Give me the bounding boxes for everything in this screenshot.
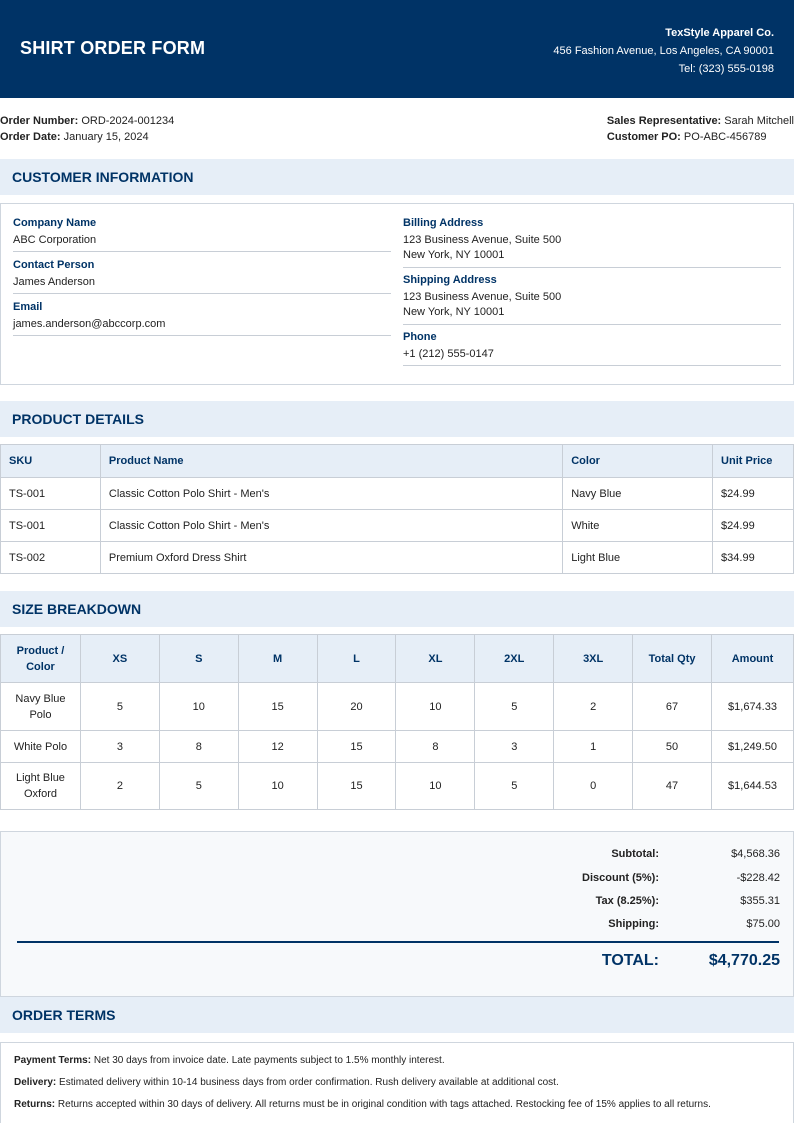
- billing-line1: 123 Business Avenue, Suite 500: [403, 234, 562, 246]
- billing-address-field: [403, 217, 781, 268]
- column-header: Total Qty: [633, 635, 712, 683]
- qty-cell: 8: [159, 731, 238, 763]
- table-row: [1, 542, 794, 574]
- product-color-cell: White Polo: [1, 731, 81, 763]
- returns-terms-text: Returns accepted within 30 days of delivery. All returns must be in original condition with tags attached. Restocking fee of 15% applies to all returns.: [57, 1099, 711, 1110]
- order-date-value: January 15, 2024: [63, 131, 149, 143]
- qty-cell: 10: [396, 763, 475, 810]
- tax-value: $355.31: [740, 895, 780, 907]
- form-title: SHIRT ORDER FORM: [20, 38, 206, 58]
- table-header-row: [1, 635, 794, 683]
- contact-person-field: [13, 259, 391, 294]
- column-header: 2XL: [475, 635, 554, 683]
- color-cell: Navy Blue: [563, 478, 713, 510]
- column-header: XS: [80, 635, 159, 683]
- qty-cell: 5: [159, 763, 238, 810]
- company-name: TexStyle Apparel Co.: [665, 27, 774, 39]
- customer-info-box: [0, 203, 794, 385]
- product-color-cell: Light Blue Oxford: [1, 763, 81, 810]
- discount-value: -$228.42: [736, 872, 780, 884]
- qty-cell: 5: [475, 683, 554, 731]
- billing-address-value: [403, 233, 781, 263]
- order-number: [0, 113, 174, 129]
- order-meta-left: [0, 113, 174, 145]
- column-header: Unit Price: [713, 445, 794, 478]
- qty-cell: 10: [159, 683, 238, 731]
- order-meta-right: [607, 113, 794, 145]
- qty-cell: 20: [317, 683, 396, 731]
- delivery-terms-label: Delivery:: [14, 1077, 57, 1088]
- order-number-label: Order Number:: [0, 115, 79, 127]
- shipping-line1: 123 Business Avenue, Suite 500: [403, 291, 562, 303]
- order-date-label: Order Date:: [0, 131, 61, 143]
- column-header: M: [238, 635, 317, 683]
- contact-person-label: Contact Person: [13, 259, 95, 271]
- order-date: [0, 129, 174, 145]
- product-table: [0, 444, 794, 574]
- qty-cell: 15: [317, 731, 396, 763]
- company-phone: Tel: (323) 555-0198: [678, 63, 774, 75]
- phone-field: [403, 331, 781, 366]
- unit-price-cell: $24.99: [713, 478, 794, 510]
- email-field: [13, 301, 391, 336]
- color-cell: Light Blue: [563, 542, 713, 574]
- terms-section-heading: ORDER TERMS: [0, 997, 794, 1033]
- amount-cell: $1,674.33: [712, 683, 794, 731]
- returns-terms-label: Returns:: [14, 1099, 56, 1110]
- customer-section-heading: CUSTOMER INFORMATION: [0, 159, 794, 195]
- returns-terms: [14, 1099, 711, 1110]
- delivery-terms-text: Estimated delivery within 10-14 business days from order confirmation. Rush delivery available at additional cost.: [59, 1077, 559, 1088]
- column-header: Product Name: [100, 445, 562, 478]
- qty-cell: 2: [554, 683, 633, 731]
- shipping-line2: New York, NY 10001: [403, 306, 505, 318]
- billing-address-label: Billing Address: [403, 217, 484, 229]
- sales-rep: [607, 113, 794, 129]
- discount-label: Discount (5%):: [582, 872, 659, 884]
- unit-price-cell: $24.99: [713, 510, 794, 542]
- column-header: 3XL: [554, 635, 633, 683]
- terms-box: [0, 1042, 794, 1123]
- page-header: [0, 0, 794, 98]
- column-header: Amount: [712, 635, 794, 683]
- payment-terms-label: Payment Terms:: [14, 1055, 92, 1066]
- table-header-row: [1, 445, 794, 478]
- payment-terms-text: Net 30 days from invoice date. Late payments subject to 1.5% monthly interest.: [93, 1055, 445, 1066]
- product-name-cell: Classic Cotton Polo Shirt - Men's: [100, 510, 562, 542]
- company-name-field: [13, 217, 391, 252]
- phone-label: Phone: [403, 331, 437, 343]
- subtotal-value: $4,568.36: [731, 848, 780, 860]
- column-header: Product / Color: [1, 635, 81, 683]
- qty-cell: 3: [80, 731, 159, 763]
- company-name-label: Company Name: [13, 217, 97, 229]
- order-number-value: ORD-2024-001234: [81, 115, 175, 127]
- column-header: L: [317, 635, 396, 683]
- qty-cell: 2: [80, 763, 159, 810]
- table-row: [1, 683, 794, 731]
- unit-price-cell: $34.99: [713, 542, 794, 574]
- total-qty-cell: 47: [633, 763, 712, 810]
- customer-po-label: Customer PO:: [606, 131, 681, 143]
- qty-cell: 1: [554, 731, 633, 763]
- qty-cell: 10: [396, 683, 475, 731]
- shipping-value: $75.00: [746, 918, 780, 930]
- product-name-cell: Premium Oxford Dress Shirt: [100, 542, 562, 574]
- total-qty-cell: 50: [633, 731, 712, 763]
- email-label: Email: [13, 301, 43, 313]
- total-divider: [17, 941, 779, 943]
- billing-line2: New York, NY 10001: [403, 249, 505, 261]
- shipping-address-value: [403, 290, 781, 320]
- table-row: [1, 731, 794, 763]
- qty-cell: 5: [475, 763, 554, 810]
- sales-rep-value: Sarah Mitchell: [724, 115, 794, 127]
- company-address: 456 Fashion Avenue, Los Angeles, CA 90001: [553, 45, 774, 57]
- amount-cell: $1,249.50: [712, 731, 794, 763]
- column-header: Color: [563, 445, 713, 478]
- shipping-address-field: [403, 274, 781, 325]
- size-section-heading: SIZE BREAKDOWN: [0, 591, 794, 627]
- qty-cell: 0: [554, 763, 633, 810]
- qty-cell: 15: [317, 763, 396, 810]
- amount-cell: $1,644.53: [712, 763, 794, 810]
- payment-terms: [14, 1055, 445, 1066]
- product-color-cell: Navy Blue Polo: [1, 683, 81, 731]
- product-section-heading: PRODUCT DETAILS: [0, 401, 794, 437]
- phone-value: +1 (212) 555-0147: [403, 348, 494, 360]
- column-header: S: [159, 635, 238, 683]
- customer-po-value: PO-ABC-456789: [683, 131, 767, 143]
- table-row: [1, 510, 794, 542]
- customer-po: [607, 129, 794, 145]
- total-qty-cell: 67: [633, 683, 712, 731]
- qty-cell: 8: [396, 731, 475, 763]
- shipping-address-label: Shipping Address: [403, 274, 497, 286]
- sales-rep-label: Sales Representative:: [606, 115, 722, 127]
- table-row: [1, 763, 794, 810]
- table-row: [1, 478, 794, 510]
- qty-cell: 3: [475, 731, 554, 763]
- qty-cell: 12: [238, 731, 317, 763]
- email-value: james.anderson@abccorp.com: [13, 318, 166, 330]
- delivery-terms: [14, 1077, 559, 1088]
- company-name-value: ABC Corporation: [13, 234, 97, 246]
- contact-person-value: James Anderson: [13, 276, 95, 288]
- company-info: [553, 24, 774, 78]
- product-name-cell: Classic Cotton Polo Shirt - Men's: [100, 478, 562, 510]
- color-cell: White: [563, 510, 713, 542]
- sku-cell: TS-001: [1, 510, 101, 542]
- totals-box: [0, 831, 794, 997]
- qty-cell: 5: [80, 683, 159, 731]
- tax-label: Tax (8.25%):: [595, 895, 659, 907]
- total-label: TOTAL:: [601, 952, 659, 969]
- subtotal-label: Subtotal:: [611, 848, 659, 860]
- sku-cell: TS-002: [1, 542, 101, 574]
- qty-cell: 15: [238, 683, 317, 731]
- column-header: XL: [396, 635, 475, 683]
- total-value: $4,770.25: [708, 952, 780, 969]
- size-table: [0, 634, 794, 810]
- sku-cell: TS-001: [1, 478, 101, 510]
- shipping-label: Shipping:: [608, 918, 659, 930]
- qty-cell: 10: [238, 763, 317, 810]
- column-header: SKU: [1, 445, 101, 478]
